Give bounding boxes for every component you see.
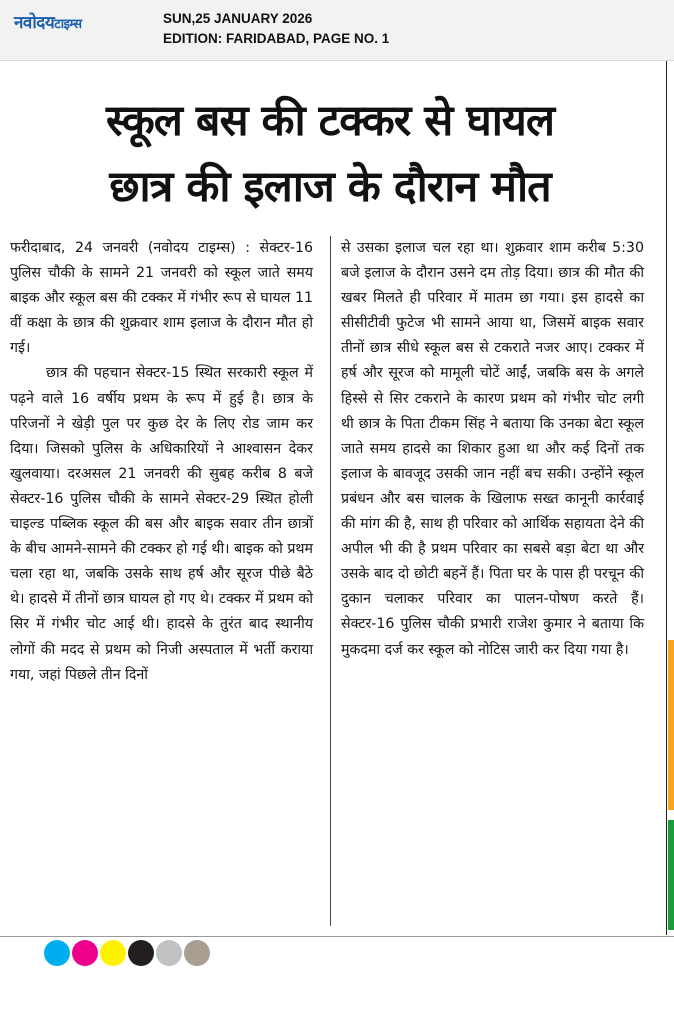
- swatch-yellow: [100, 940, 126, 966]
- logo-sub: टाइम्स: [54, 17, 82, 32]
- logo-main: नवोदय: [14, 13, 55, 33]
- print-color-swatches: [44, 940, 210, 966]
- edition-info: EDITION: FARIDABAD, PAGE NO. 1: [163, 31, 390, 46]
- article-column-left: [10, 236, 313, 688]
- page-header: [0, 0, 674, 61]
- article-column-right: [341, 236, 644, 663]
- swatch-black: [128, 940, 154, 966]
- paragraph: से उसका इलाज चल रहा था। शुक्रवार शाम करीब 5:30 बजे इलाज के दौरान उसने दम तोड़ दिया। छात्र की मौत की खबर मिलते ही परिवार में मातम छा गया। इस हादसे का सीसीटीवी फुटेज भी सामने आया था, जिसमें बाइक सवार तीनों छात्र सीधे स्कूल बस से टकराते नजर आए। टक्कर में हर्ष और सूरज को मामूली चोटें आईं, जबकि बस के अगले हिस्से से सिर टकराने के कारण प्रथम को गंभीर चोट लगी थी छात्र के पिता टीकम सिंह ने बताया कि उनका बेटा स्कूल जाते समय हादसे का शिकार हुआ था और कई दिनों तक इलाज के बावजूद उसकी जान नहीं बच सकी। उन्होंने स्कूल प्रबंधन और बस चालक के खिलाफ सख्त कानूनी कार्रवाई की मांग की है, साथ ही परिवार को आर्थिक सहायता देने की अपील भी की है प्रथम परिवार का सबसे बड़ा बेटा था और उसके बाद दो छोटी बहनें हैं। पिता घर के पास ही परचून की दुकान चलाकर परिवार का पालन-पोषण करते हैं। सेक्टर-16 पुलिस चौकी प्रभारी राजेश कुमार ने बताया कि मुकदमा दर्ज कर स्कूल को नोटिस जारी कर दिया गया है।: [341, 240, 644, 658]
- column-divider: [330, 236, 331, 926]
- swatch-cyan: [44, 940, 70, 966]
- paragraph: फरीदाबाद, 24 जनवरी (नवोदय टाइम्स) : सेक्टर-16 पुलिस चौकी के सामने 21 जनवरी को स्कूल जाते समय बाइक और स्कूल बस की टक्कर में गंभीर रूप से घायल 11 वीं कक्षा के छात्र की शुक्रवार शाम इलाज के दौरान मौत हो गई।: [10, 240, 313, 357]
- edge-strip-green: [668, 820, 674, 930]
- bottom-divider: [0, 936, 674, 937]
- swatch-magenta: [72, 940, 98, 966]
- swatch-light-gray: [156, 940, 182, 966]
- edition-meta: [163, 9, 389, 49]
- headline-line-2: छात्र की इलाज के दौरान मौत: [109, 162, 551, 212]
- edge-strip-orange: [668, 640, 674, 810]
- swatch-tan: [184, 940, 210, 966]
- paragraph: छात्र की पहचान सेक्टर-15 स्थित सरकारी स्कूल में पढ़ने वाले 16 वर्षीय प्रथम के रूप में हुई है। छात्र के परिजनों ने खेड़ी पुल पर कुछ देर के लिए रोड जाम कर दिया। जिसको पुलिस के अधिकारियों ने आश्वासन देकर खुलवाया। दरअसल 21 जनवरी की सुबह करीब 8 बजे सेक्टर-16 पुलिस चौकी के सामने सेक्टर-29 स्थित होली चाइल्ड पब्लिक स्कूल की बस और बाइक सवार तीन छात्रों के बीच आमने-सामने की टक्कर हो गई थी। बाइक को प्रथम चला रहा था, जबकि उसके साथ हर्ष और सूरज पीछे बैठे थे। हादसे में तीनों छात्र घायल हो गए थे। टक्कर में प्रथम को सिर में गंभीर चोट आई थी। हादसे के तुरंत बाद स्थानीय लोगों की मदद से प्रथम को निजी अस्पताल में भर्ती कराया गया, जहां पिछले तीन दिनों: [10, 365, 313, 683]
- publication-date: SUN,25 JANUARY 2026: [163, 11, 313, 26]
- article-headline: [0, 88, 660, 220]
- headline-line-1: स्कूल बस की टक्कर से घायल: [106, 96, 554, 146]
- publication-logo[interactable]: [14, 10, 82, 33]
- clipping-right-border: [666, 61, 667, 935]
